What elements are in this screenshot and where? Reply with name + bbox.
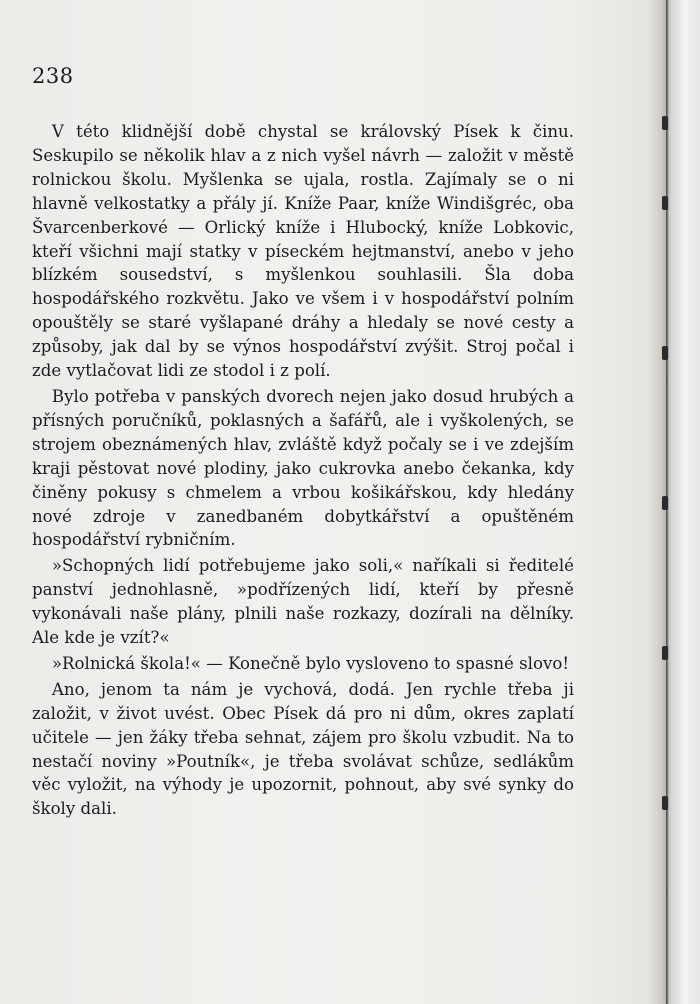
paragraph-5: Ano, jenom ta nám je vychová, dodá. Jen rychle třeba ji založit, v život uvést. Obec Písek dá pro ni dům, okres zaplatí učitele — jen žáky třeba sehnat, zájem pro školu vzbudit. Na to nestačí noviny »Poutník«, je třeba svolávat schůze, sedlákům věc vyložit, na výhody je upozornit, pohnout, aby své synky do školy dali. [32, 679, 574, 819]
paragraph-2: Bylo potřeba v panských dvorech nejen jako dosud hrubých a přísných poručníků, poklasných a šafářů, ale i vyškolených, se strojem obeznámených hlav, zvláště když počaly se i ve zdejším kraji pěstovat nové plodiny, jako cukrovka anebo čekanka, kdy činěny pokusy s chmelem a vrbou košikářskou, kdy hledány nové zdroje v zanedbaném dobytkářství a opuštěném hospodářství rybničním. [32, 386, 574, 550]
facing-page-edge [666, 0, 700, 1004]
paragraph-1: V této klidnější době chystal se královský Písek k činu. Seskupilo se několik hlav a z nich vyšel návrh — založit v městě rolnickou školu. Myšlenka se ujala, rostla. Zajímaly se o ni hlavně velkostatky a přály jí. Kníže Paar, kníže Windišgréc, oba Švarcenberkové — Orlický kníže i Hlubocký, kníže Lobkovic, kteří všichni mají statky v píseckém hejtmanství, anebo v jeho blízkém sousedství, s myšlenkou souhlasili. Šla doba hospodářského rozkvětu. Jako ve všem i v hospodářství polním opouštěly se staré vyšlapané dráhy a hledaly se nové cesty a způsoby, jak dal by se výnos hospodářství zvýšit. Stroj počal i zde vytlačovat lidi ze stodol i z polí. [32, 122, 574, 381]
paragraph-3: »Schopných lidí potřebujeme jako soli,« naříkali si ředitelé panství jednohlasně, »podřízených lidí, kteří by přesně vykonávali naše plány, plnili naše rozkazy, dozírali na dělníky. Ale kde je vzít?« [32, 556, 574, 648]
paragraph-4: »Rolnická škola!« — Konečně bylo vysloveno to spasné slovo! [51, 653, 569, 673]
binding-thread-mark [662, 496, 668, 510]
page-number: 238 [32, 64, 74, 88]
binding-thread-mark [662, 196, 668, 210]
binding-thread-mark [662, 796, 668, 810]
binding-thread-mark [662, 646, 668, 660]
page-body-text [32, 120, 574, 821]
binding-thread-mark [662, 116, 668, 130]
binding-thread-mark [662, 346, 668, 360]
